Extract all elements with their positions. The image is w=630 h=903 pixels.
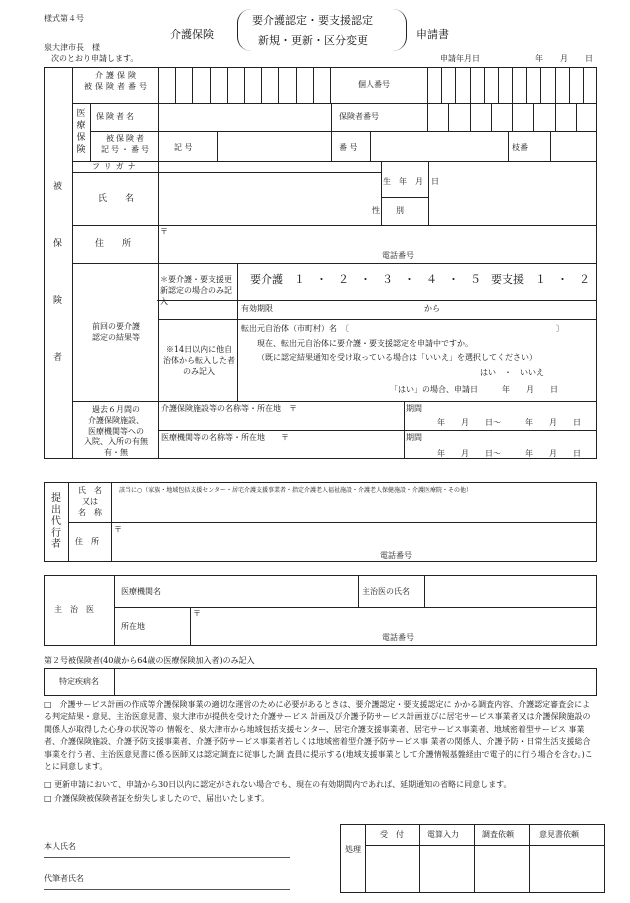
sex-label: 性 別 [372,206,404,215]
insured-mark-number-label: 被保険者 記号・番号 [101,134,151,154]
intro-text: 次のとおり申請します。 [51,54,139,63]
digit-cell-divider [512,103,513,131]
hospital-label: 医療機関等の名称等・所在地 〒 [161,433,289,442]
specific-disease-label: 特定疾病名 [59,677,99,686]
application-date-label: 申請年月日 [440,54,480,63]
doctor-name-label: 主治医の氏名 [362,587,410,596]
yes-no-options[interactable]: はい ・ いいえ [480,368,544,377]
support-level-options[interactable]: 要支援 １ ・ ２ [491,273,590,286]
digit-cell-divider [491,103,492,131]
digit-cell-divider [455,67,456,103]
address-label: 住 所 [95,239,132,249]
medical-institution-label: 医療機関名 [121,587,161,596]
consent-checkbox-3[interactable]: □ 介護保険被保険者証を紛失しましたので、届出いたします。 [44,794,270,803]
agent-postal-mark: 〒 [114,525,122,534]
personal-number-label: 個人番号 [358,80,390,89]
transfer-note: ※14日以内に他自治体から転入した者のみ記入 [163,345,235,376]
processing-label: 処理 [345,845,361,854]
digit-cell-divider [441,67,442,103]
insured-side-label-4: 者 [53,353,63,363]
renewal-note: ＊要介護・要支援更新認定の場合のみ記入 [160,275,232,306]
date-year-unit: 年 [535,54,543,63]
address-postal-mark: 〒 [160,227,168,236]
doctor-side-label: 主 治 医 [54,605,94,614]
addressee: 泉大津市長 様 [44,43,100,52]
digit-cell-divider [540,67,541,103]
title-option-1: 要介護認定・要支援認定 [252,14,373,27]
past-six-months-label: 過去６月間の 介護保険施設、 医療機関等への 入院、入所の有無 有・無 [84,405,148,458]
digit-cell-divider [448,103,449,131]
digit-cell-divider [569,67,570,103]
birth-date-label: 生 年 月 日 [383,177,439,186]
processing-col-2: 電算入力 [427,830,459,839]
name-label: 氏 名 [98,194,135,204]
title-option-2: 新規・更新・区分変更 [258,34,368,47]
furigana-label: フリガナ [92,162,140,171]
consent-checkbox-2[interactable]: □ 更新申請において、申請から30日以内に認定がされない場合でも、現在の有効期間内であれば、延期通知の省略に同意します。 [44,780,512,789]
digit-cell-divider [576,103,577,131]
transfer-origin-close: 〕 [556,324,564,333]
ki-label: 記 号 [174,143,193,152]
digit-cell-divider [484,67,485,103]
facility-label: 介護保険施設等の名称等・所在地 〒 [161,404,297,413]
transfer-question-note: （既に認定結果通知を受け取っている場合は「いいえ」を選択してください） [257,353,537,362]
hospital-period-label: 期間 [406,433,422,442]
doctor-postal-mark: 〒 [193,609,201,618]
date-month-unit: 月 [560,54,568,63]
digit-cell-divider [261,67,262,103]
doctor-location-label: 所在地 [121,622,145,631]
digit-cell-divider [244,67,245,103]
digit-cell-divider [470,67,471,103]
agent-type-note: 該当に○（家族・地域包括支援センター・居宅介護支援事業者・指定介護老人福祉施設・介護老人保健施設・介護医療院・その他） [119,487,472,494]
date-day-unit: 日 [585,54,593,63]
agent-side-label: 提出代行者 [51,493,61,550]
valid-period-label: 有効期限 [241,304,273,313]
agent-phone-label: 電話番号 [380,551,412,560]
doctor-table [44,575,597,646]
if-yes-application-date: 「はい」の場合、申請日 年 月 日 [390,385,558,394]
digit-cell-divider [583,67,584,103]
digit-cell-divider [210,67,211,103]
form-number: 様式第４号 [44,14,84,23]
processing-col-3: 調査依頼 [482,830,514,839]
insurer-name-label: 保険者名 [96,112,136,121]
self-name-label: 本人氏名 [44,842,76,851]
hospital-period-dates: 年 月 日～ 年 月 日 [437,449,581,458]
insured-side-label-3: 険 [53,296,63,306]
insured-side-label-2: 保 [53,239,63,249]
facility-period-dates: 年 月 日～ 年 月 日 [437,418,581,427]
title-left: 介護保険 [170,28,214,41]
digit-cell-divider [526,67,527,103]
digit-cell-divider [498,67,499,103]
digit-cell-divider [296,67,297,103]
insurance-number-label: 介護保険 被保険者番号 [84,71,150,91]
second-insured-heading: 第２号被保険者(40歳から64歳の医療保険加入者)のみ記入 [44,656,255,665]
ban-label: 番 号 [339,143,358,152]
agent-writer-label: 代筆者氏名 [44,874,84,883]
insured-side-label-1: 被 [53,182,63,192]
insurer-number-label: 保険者番号 [339,112,379,121]
digit-cell-divider [512,67,513,103]
medical-insurance-label: 医療保険 [76,109,86,156]
digit-cell-divider [227,67,228,103]
digit-cell-divider [175,67,176,103]
address-phone-label: 電話番号 [382,251,414,260]
digit-cell-divider [555,67,556,103]
transfer-question: 現在、転出元自治体に要介護・要支援認定を申請中ですか。 [257,339,473,348]
previous-result-label: 前回の要介護 認定の結果等 [92,322,140,342]
digit-cell-divider [313,67,314,103]
agent-name-label: 氏 名 又は 名 称 [78,486,102,517]
digit-cell-divider [533,103,534,131]
consent-checkbox-1[interactable]: □ 介護サービス計画の作成等介護保険事業の適切な運営のために必要があるときは、要介護認定・要支援認定に かかる調査内容、介護認定審査会による判定結果・意見、主治医意見書、泉大津市が提供を受けた介護サービス 計画及び介護予防サービス計画並びに居宅サービス事業者又は介護保険施設の関係人が取得した心身の状況等の 情報を、泉大津市から地域包括支援センター、居宅介護支援事業者、居宅サービス事業者、地域密着型サービス 事業者、介護保険施設、介護予防支援事業者、介護予防サービス事業者若しくは地域密着型介護予防サービス事 業者の関係人、介護予防・日常生活支援総合事業を行う者、主治医意見書に係る医師又は認定調査に従事した調 査員に提示する(地域支援事業として介護情報基盤経由で電子的に行う場合を含む。)ことに同意します。 [44,700,593,771]
valid-period-kara: から [424,304,440,313]
doctor-phone-label: 電話番号 [382,633,414,642]
digit-cell-divider [278,67,279,103]
title-right: 申請書 [416,28,449,41]
digit-cell-divider [192,67,193,103]
processing-col-1: 受 付 [380,830,404,839]
digit-cell-divider [555,103,556,131]
processing-col-4: 意見書依頼 [539,830,579,839]
agent-address-label: 住 所 [75,537,99,546]
transfer-origin-label: 転出元自治体（市町村）名 〔 [241,324,349,333]
care-level-options[interactable]: 要介護 １ ・ ２ ・ ３ ・ ４ ・ ５ [250,273,481,286]
facility-period-label: 期間 [406,404,422,413]
specific-disease-table [44,668,597,696]
edaban-label: 枝番 [512,143,528,152]
digit-cell-divider [470,103,471,131]
